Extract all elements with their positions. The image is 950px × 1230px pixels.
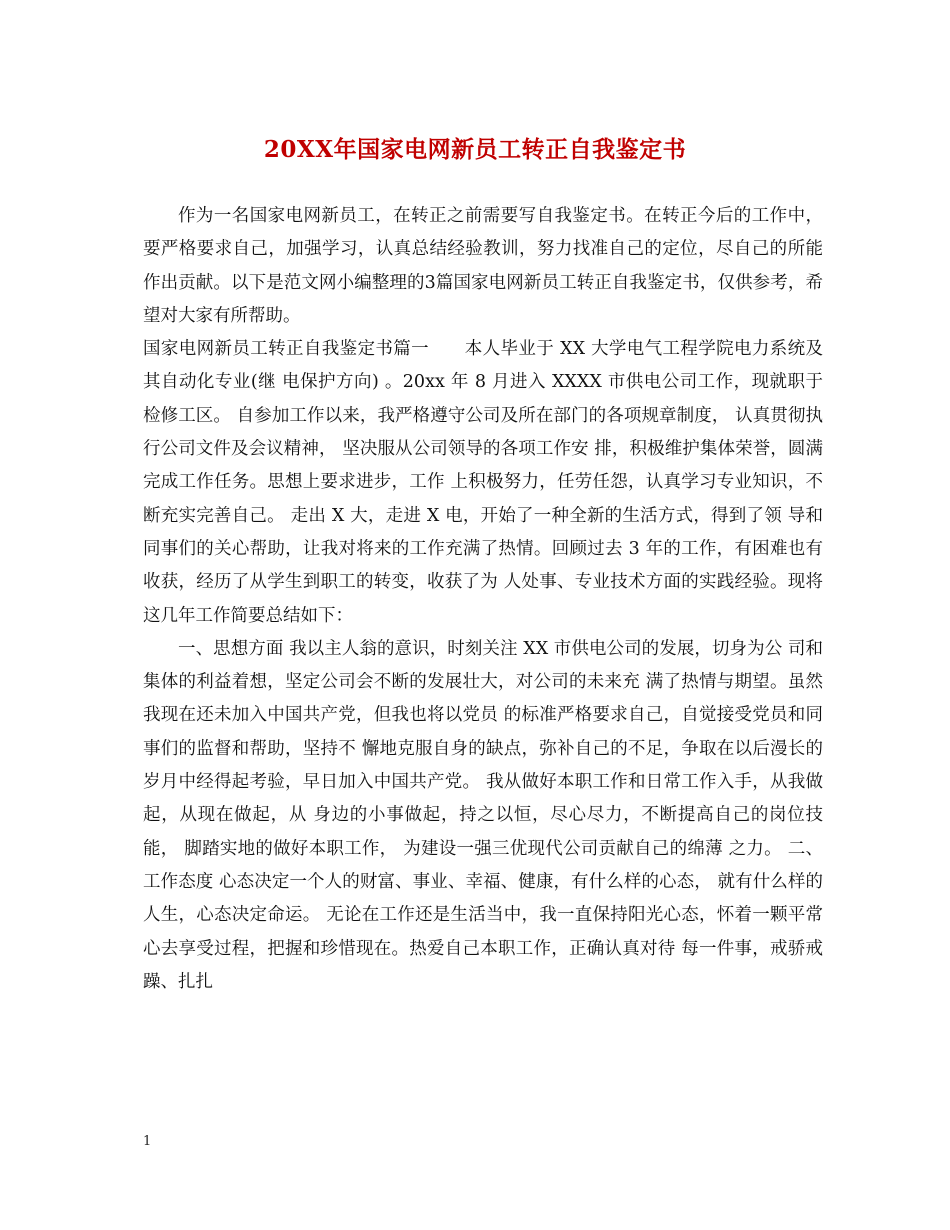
document-title: 20XX年国家电网新员工转正自我鉴定书 — [263, 136, 687, 163]
document-body — [143, 200, 823, 999]
intro-paragraph: 作为一名国家电网新员工，在转正之前需要写自我鉴定书。在转正今后的工作中，要严格要求自己，加强学习，认真总结经验教训，努力找准自己的定位，尽自己的所能作出贡献。以下是范文网小编整理的3篇国家电网新员工转正自我鉴定书，仅供参考，希望对大家有所帮助。 — [143, 206, 823, 326]
section-one-paragraph: 国家电网新员工转正自我鉴定书篇一 本人毕业于 XX 大学电气工程学院电力系统及其自动化专业(继 电保护方向) 。20xx 年 8 月进入 XXXX 市供电公司工作，现就职于 检修工区。 自参加工作以来，我严格遵守公司及所在部门的各项规章制度， 认真贯彻执行公司文件及会议精神， 坚决服从公司领导的各项工作安 排，积极维护集体荣誉，圆满完成工作任务。思想上要求进步，工作 上积极努力，任劳任怨，认真学习专业知识，不断充实完善自己。 走出 X 大，走进 X 电，开始了一种全新的生活方式，得到了领 导和同事们的关心帮助，让我对将来的工作充满了热情。回顾过去 3 年的工作，有困难也有收获，经历了从学生到职工的转变，收获了为 人处事、专业技术方面的实践经验。现将这几年工作简要总结如下： — [143, 339, 823, 626]
page-number: 1 — [143, 1134, 152, 1149]
thoughts-paragraph: 一、思想方面 我以主人翁的意识，时刻关注 XX 市供电公司的发展，切身为公 司和集体的利益着想，坚定公司会不断的发展壮大，对公司的未来充 满了热情与期望。虽然我现在还未加入中国共产党，但我也将以党员 的标准严格要求自己，自觉接受党员和同事们的监督和帮助，坚持不 懈地克服自身的缺点，弥补自己的不足，争取在以后漫长的岁月中经得起考验，早日加入中国共产党。 我从做好本职工作和日常工作入手，从我做起，从现在做起，从 身边的小事做起，持之以恒，尽心尽力，不断提高自己的岗位技能， 脚踏实地的做好本职工作， 为建设一强三优现代公司贡献自己的绵薄 之力。 二、 工作态度 心态决定一个人的财富、事业、幸福、健康，有什么样的心态， 就有什么样的人生，心态决定命运。 无论在工作还是生活当中，我一直保持阳光心态，怀着一颗平常 心去享受过程，把握和珍惜现在。热爱自己本职工作，正确认真对待 每一件事，戒骄戒躁、扎扎 — [143, 638, 823, 992]
